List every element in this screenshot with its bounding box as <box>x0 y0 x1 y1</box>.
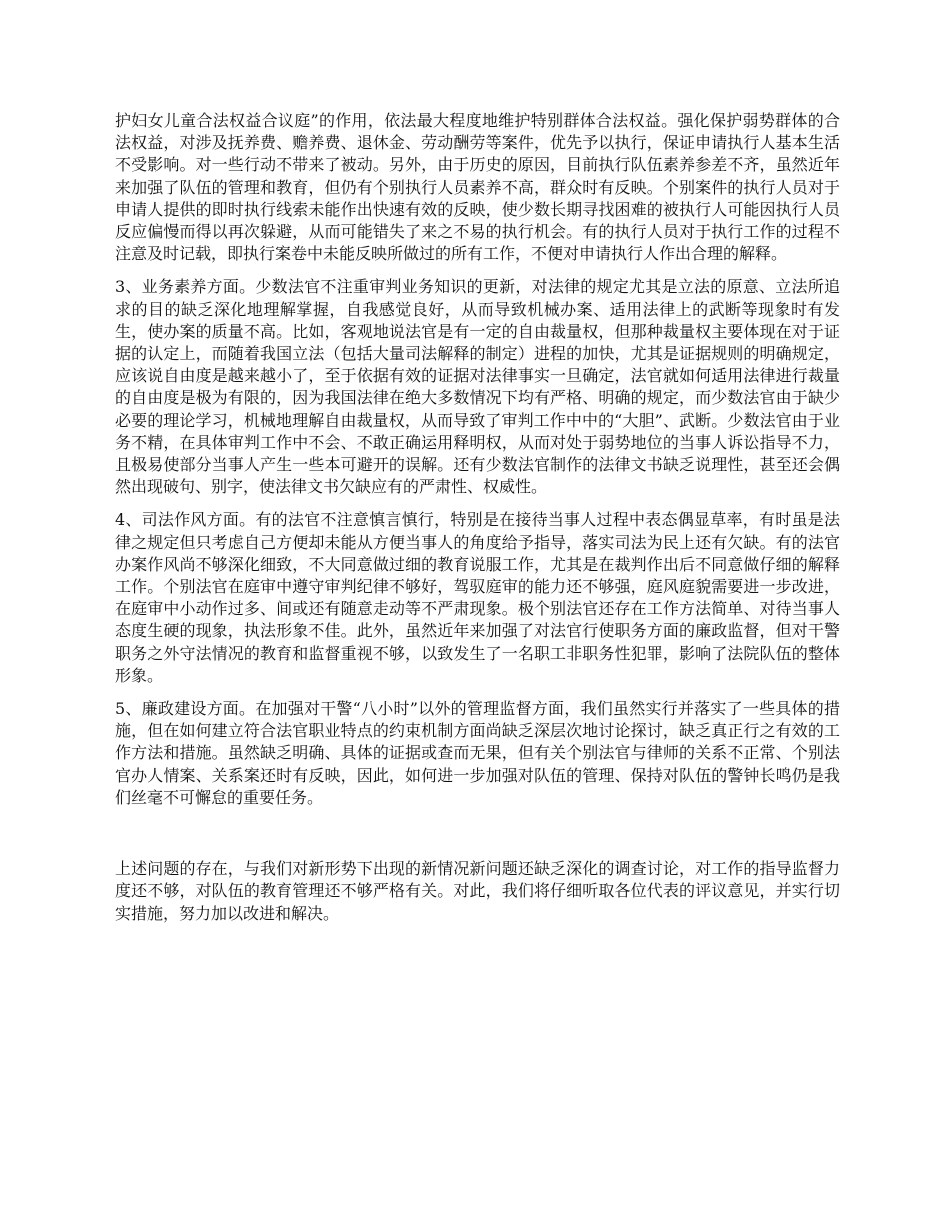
paragraph-spacer <box>115 820 840 858</box>
paragraph-integrity-building: 5、廉政建设方面。在加强对干警“八小时”以外的管理监督方面，我们虽然实行并落实了一些具体的措施，但在如何建立符合法官职业特点的约束机制方面尚缺乏深层次地讨论探讨，缺乏真正行之有效的工作方法和措施。虽然缺乏明确、具体的证据或查而无果，但有关个别法官与律师的关系不正常、个别法官办人情案、关系案还时有反映，因此，如何进一步加强对队伍的管理、保持对队伍的警钟长鸣仍是我们丝毫不可懈怠的重要任务。 <box>115 699 840 807</box>
paragraph-professional-quality: 3、业务素养方面。少数法官不注重审判业务知识的更新，对法律的规定尤其是立法的原意、立法所追求的目的缺乏深化地理解掌握，自我感觉良好，从而导致机械办案、适用法律上的武断等现象时有发生，使办案的质量不高。比如，客观地说法官是有一定的自由裁量权，但那种裁量权主要体现在对于证据的认定上，而随着我国立法（包括大量司法解释的制定）进程的加快，尤其是证据规则的明确规定，应该说自由度是越来越小了，至于依据有效的证据对法律事实一旦确定，法官就如何适用法律进行裁量的自由度是极为有限的，因为我国法律在绝大多数情况下均有严格、明确的规定，而少数法官由于缺少必要的理论学习，机械地理解自由裁量权，从而导致了审判工作中中的“大胆”、武断。少数法官由于业务不精，在具体审判工作中不会、不敢正确运用释明权，从而对处于弱势地位的当事人诉讼指导不力，且极易使部分当事人产生一些本可避开的误解。还有少数法官制作的法律文书缺乏说理性，甚至还会偶然出现破句、别字，使法律文书欠缺应有的严肃性、权威性。 <box>115 277 840 497</box>
paragraph-enforcement-issues: 护妇女儿童合法权益合议庭”的作用，依法最大程度地维护特别群体合法权益。强化保护弱势群体的合法权益，对涉及抚养费、赡养费、退休金、劳动酬劳等案件，优先予以执行，保证申请执行人基本生活不受影响。对一些行动不带来了被动。另外，由于历史的原因，目前执行队伍素养参差不齐，虽然近年来加强了队伍的管理和教育，但仍有个别执行人员素养不高，群众时有反映。个别案件的执行人员对于申请人提供的即时执行线索未能作出快速有效的反映，使少数长期寻找困难的被执行人可能因执行人员反应偏慢而得以再次躲避，从而可能错失了来之不易的执行机会。有的执行人员对于执行工作的过程不注意及时记载，即执行案卷中未能反映所做过的所有工作，不便对申请执行人作出合理的解释。 <box>115 111 840 264</box>
paragraph-judicial-style: 4、司法作风方面。有的法官不注意慎言慎行，特别是在接待当事人过程中表态偶显草率，有时虽是法律之规定但只考虑自己方便却未能从方便当事人的角度给予指导，落实司法为民上还有欠缺。有的法官办案作风尚不够深化细致，不大同意做过细的教育说服工作，尤其是在裁判作出后不同意做仔细的解释工作。个别法官在庭审中遵守审判纪律不够好，驾驭庭审的能力还不够强，庭风庭貌需要进一步改进，在庭审中小动作过多、间或还有随意走动等不严肃现象。极个别法官还存在工作方法简单、对待当事人态度生硬的现象，执法形象不佳。此外，虽然近年来加强了对法官行使职务方面的廉政监督，但对干警职务之外守法情况的教育和监督重视不够，以致发生了一名职工非职务性犯罪，影响了法院队伍的整体形象。 <box>115 510 840 685</box>
paragraph-conclusion: 上述问题的存在，与我们对新形势下出现的新情况新问题还缺乏深化的调查讨论，对工作的指导监督力度还不够，对队伍的教育管理还不够严格有关。对此，我们将仔细听取各位代表的评议意见，并实行切实措施，努力加以改进和解决。 <box>115 859 840 923</box>
document-page <box>115 110 840 936</box>
